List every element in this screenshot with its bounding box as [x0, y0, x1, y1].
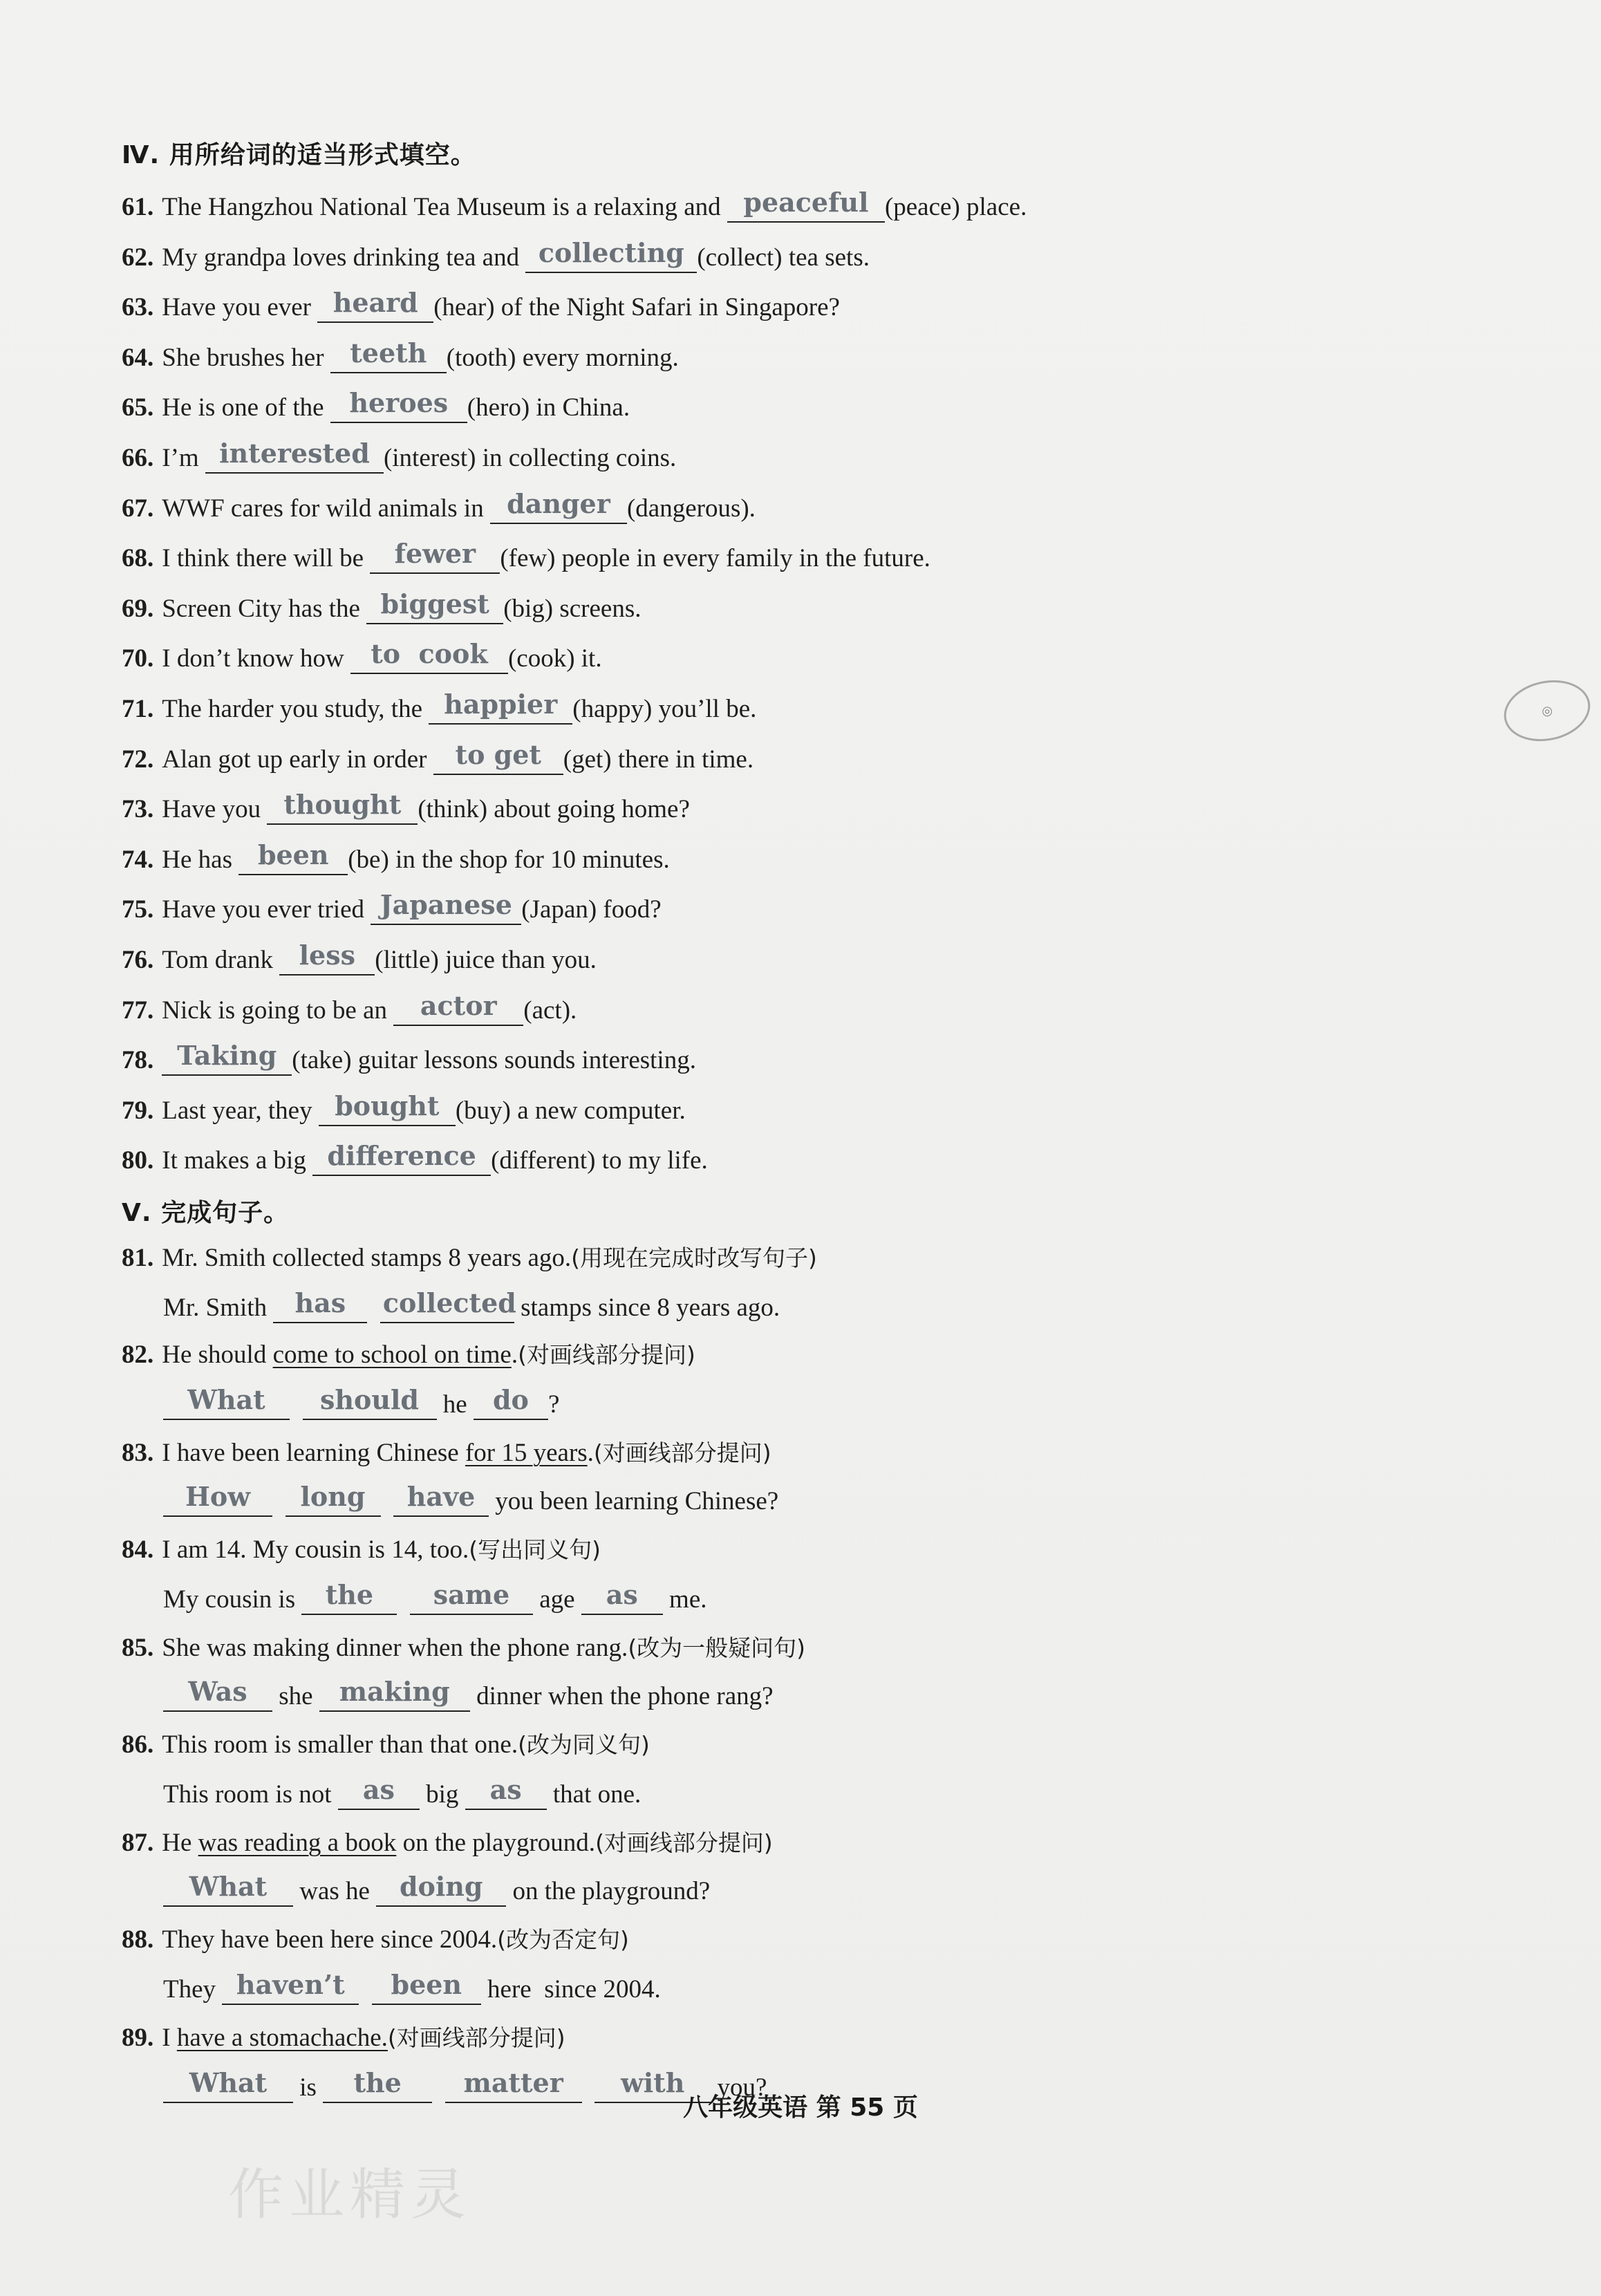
sentence-end: (hear) of the Night Safari in Singapore? — [433, 293, 840, 321]
question-85: 85. She was making dinner when the phone rang. (改为一般疑问句) — [122, 1634, 806, 1662]
question-number: 62. — [122, 243, 154, 272]
question-66 — [122, 432, 676, 474]
sentence-start: The harder you study, the — [162, 695, 429, 723]
question-61 — [122, 181, 1027, 223]
sentence-start: Tom drank — [162, 946, 280, 974]
sentence-end: (hero) in China. — [467, 393, 630, 422]
answer-blank: difference — [312, 1143, 491, 1176]
sentence-end: (take) guitar lessons sounds interesting. — [292, 1046, 696, 1074]
question-number: 66. — [122, 444, 154, 472]
sentence-end: (think) about going home? — [418, 795, 690, 823]
question-86: 86. This room is smaller than that one. (改为同义句) — [122, 1730, 650, 1759]
answer-blank: haven’t — [222, 1972, 359, 2005]
answer-blank: the — [301, 1582, 397, 1615]
sentence-end: (few) people in every family in the future. — [500, 544, 930, 572]
sentence-end: (different) to my life. — [491, 1146, 708, 1175]
answer-blank: making — [319, 1679, 470, 1712]
page-footer: 八年级英语 第 55 页 — [683, 2093, 918, 2122]
question-76 — [122, 934, 597, 976]
question-81: 81. Mr. Smith collected stamps 8 years ago. (用现在完成时改写句子) — [122, 1244, 817, 1272]
question-number: 75. — [122, 895, 154, 924]
question-84: 84. I am 14. My cousin is 14, too. (写出同义句) — [122, 1536, 601, 1564]
sentence-end: (interest) in collecting coins. — [383, 444, 677, 472]
answer-blank: less — [279, 942, 375, 976]
question-number: 61. — [122, 193, 154, 221]
question-number: 78. — [122, 1046, 154, 1074]
question-number: 63. — [122, 293, 154, 321]
sentence-end: (peace) place. — [884, 193, 1027, 221]
answer-blank: collecting — [525, 240, 697, 273]
answer-blank: as — [338, 1777, 420, 1810]
answer-blank: bought — [319, 1093, 456, 1126]
sentence-end: (little) juice than you. — [375, 946, 597, 974]
sentence-start: She brushes her — [162, 344, 330, 372]
sentence-start: Screen City has the — [162, 595, 367, 623]
answer-blank: matter — [445, 2070, 582, 2103]
sentence-start: Have you — [162, 795, 268, 823]
question-78 — [122, 1034, 696, 1076]
question-70 — [122, 633, 602, 674]
answer-blank: Was — [163, 1679, 272, 1712]
answer-blank: been — [372, 1972, 481, 2005]
question-number: 68. — [122, 544, 154, 572]
answer-blank: How — [163, 1484, 272, 1517]
answer-blank: danger — [490, 491, 627, 524]
answer-81: Mr. Smith has collected stamps since 8 years ago. — [163, 1287, 780, 1322]
question-number: 64. — [122, 344, 154, 372]
answer-86: This room is not as big as that one. — [163, 1774, 642, 1809]
sentence-start: The Hangzhou National Tea Museum is a relaxing and — [162, 193, 727, 221]
sentence-start: I don’t know how — [162, 644, 350, 673]
question-79 — [122, 1085, 686, 1126]
answer-blank: teeth — [330, 340, 447, 373]
question-number: 79. — [122, 1096, 154, 1125]
question-69 — [122, 583, 642, 624]
answer-87: What was he doing on the playground? — [163, 1865, 710, 1907]
question-83: 83. I have been learning Chinese for 15 years . (对画线部分提问) — [122, 1439, 771, 1467]
question-80 — [122, 1135, 708, 1176]
answer-blank: been — [238, 842, 348, 875]
question-63 — [122, 281, 840, 323]
answer-blank: doing — [376, 1874, 506, 1907]
answer-88: They haven’t been here since 2004. — [163, 1969, 661, 2004]
sentence-start: Last year, they — [162, 1096, 319, 1125]
underlined-phrase: come to school on time — [272, 1341, 512, 1369]
question-number: 70. — [122, 644, 154, 673]
question-62 — [122, 232, 870, 273]
answer-blank: actor — [393, 993, 523, 1026]
question-number: 76. — [122, 946, 154, 974]
answer-blank: as — [581, 1582, 663, 1615]
answer-blank: thought — [267, 792, 418, 825]
answer-84: My cousin is the same age as me. — [163, 1579, 707, 1614]
answer-blank: has — [273, 1290, 367, 1323]
question-64 — [122, 332, 679, 373]
question-74 — [122, 834, 670, 875]
question-number: 67. — [122, 494, 154, 523]
question-82: 82. He should come to school on time . (对画线部分提问) — [122, 1341, 695, 1369]
answer-blank: long — [285, 1484, 381, 1517]
sentence-start: He has — [162, 846, 239, 874]
sentence-end: (get) there in time. — [563, 745, 754, 774]
section-4-title: Ⅳ. 用所给词的适当形式填空。 — [122, 141, 476, 169]
sentence-start: Alan got up early in order — [162, 745, 433, 774]
sentence-start: I think there will be — [162, 544, 371, 572]
question-68 — [122, 532, 930, 574]
question-number: 73. — [122, 795, 154, 823]
sentence-start: Nick is going to be an — [162, 996, 394, 1025]
answer-83: How long have you been learning Chinese? — [163, 1475, 778, 1517]
question-67 — [122, 483, 756, 524]
sentence-end: (be) in the shop for 10 minutes. — [348, 846, 670, 874]
answer-blank: happier — [429, 691, 572, 725]
sentence-start: I’m — [162, 444, 205, 472]
answer-blank: heroes — [330, 390, 467, 423]
answer-blank: should — [303, 1387, 437, 1420]
answer-85: Was she making dinner when the phone rang? — [163, 1670, 774, 1712]
answer-blank: with — [594, 2070, 711, 2103]
sentence-end: (cook) it. — [507, 644, 602, 673]
question-75 — [122, 884, 662, 925]
answer-blank: same — [410, 1582, 533, 1615]
answer-89: What is the matter with you? — [163, 2062, 767, 2103]
question-77 — [122, 984, 577, 1026]
sentence-end: (tooth) every morning. — [446, 344, 679, 372]
watermark: 作业精灵 — [228, 2163, 471, 2227]
question-72 — [122, 734, 753, 775]
sentence-start: My grandpa loves drinking tea and — [162, 243, 526, 272]
sentence-start: Have you ever — [162, 293, 318, 321]
question-number: 72. — [122, 745, 154, 774]
question-number: 74. — [122, 846, 154, 874]
answer-blank: What — [163, 2070, 293, 2103]
stamp-logo: ◎ — [1498, 673, 1595, 749]
answer-blank: interested — [205, 440, 384, 474]
answer-blank: What — [163, 1387, 290, 1420]
question-87: 87. He was reading a book on the playground. (对画线部分提问) — [122, 1829, 773, 1857]
answer-82: What should he do ? — [163, 1379, 559, 1420]
answer-blank: to get — [433, 742, 563, 775]
answer-blank: the — [323, 2070, 432, 2103]
question-number: 80. — [122, 1146, 154, 1175]
answer-blank: have — [393, 1484, 489, 1517]
sentence-end: (dangerous). — [626, 494, 756, 523]
sentence-start: Have you ever tried — [162, 895, 371, 924]
question-71 — [122, 683, 756, 725]
answer-blank: Taking — [162, 1043, 292, 1076]
question-number: 65. — [122, 393, 154, 422]
question-89: 89. I have a stomachache. (对画线部分提问) — [122, 2024, 565, 2052]
answer-blank: biggest — [366, 591, 503, 624]
answer-blank: to cook — [350, 641, 508, 674]
answer-blank: do — [474, 1387, 548, 1420]
underlined-phrase: have a stomachache. — [176, 2024, 388, 2052]
section-5-title: Ⅴ. 完成句子。 — [122, 1199, 290, 1227]
question-number: 77. — [122, 996, 154, 1025]
answer-blank: as — [465, 1777, 547, 1810]
sentence-start: WWF cares for wild animals in — [162, 494, 490, 523]
sentence-start: He is one of the — [162, 393, 330, 422]
answer-blank: collected — [380, 1290, 514, 1323]
question-number: 71. — [122, 695, 154, 723]
question-65 — [122, 382, 630, 423]
answer-blank: fewer — [370, 541, 500, 574]
answer-blank: What — [163, 1874, 293, 1907]
answer-blank: heard — [317, 290, 433, 323]
sentence-end: (happy) you’ll be. — [572, 695, 757, 723]
sentence-end: (big) screens. — [503, 595, 642, 623]
question-73 — [122, 783, 690, 825]
question-88: 88. They have been here since 2004. (改为否定句) — [122, 1925, 629, 1954]
underlined-phrase: for 15 years — [465, 1439, 588, 1467]
sentence-end: (Japan) food? — [521, 895, 662, 924]
sentence-end: (buy) a new computer. — [455, 1096, 686, 1125]
sentence-end: (act). — [523, 996, 577, 1025]
sentence-start: It makes a big — [162, 1146, 313, 1175]
underlined-phrase: was reading a book — [198, 1829, 397, 1857]
sentence-end: (collect) tea sets. — [697, 243, 870, 272]
answer-blank: peaceful — [727, 189, 885, 223]
question-number: 69. — [122, 595, 154, 623]
answer-blank: Japanese — [371, 892, 521, 925]
